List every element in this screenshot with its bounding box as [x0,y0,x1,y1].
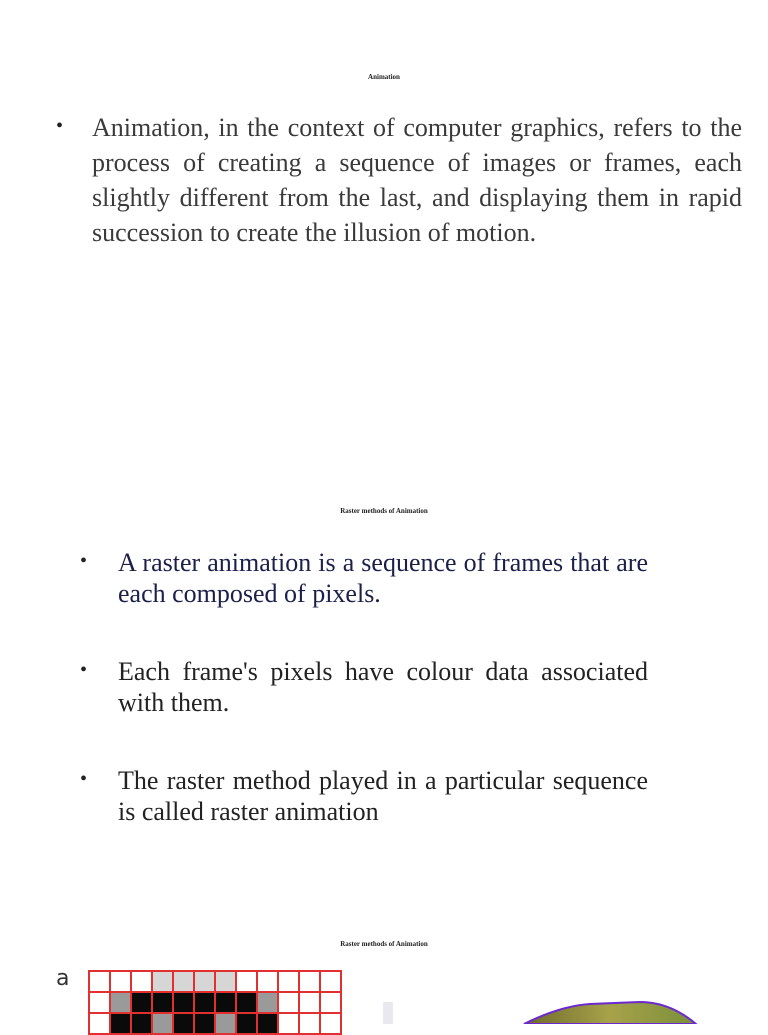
pixel-cell [111,1014,132,1035]
pixel-cell [237,972,258,993]
slide2-bullet-list [80,547,648,874]
pixel-cell [90,993,111,1014]
list-item [80,656,648,718]
pixel-cell [321,972,342,993]
figure-label: a [56,966,70,991]
shaded-shape-figure [520,996,700,1024]
pixel-cell [195,1014,216,1035]
pixel-cell [279,1014,300,1035]
bullet-icon: • [80,550,88,572]
bullet-text: A raster animation is a sequence of frames that are each composed of pixels. [118,548,648,608]
slide-title-animation: Animation [368,73,400,81]
pixel-cell [258,1014,279,1035]
pixel-cell [90,1014,111,1035]
bullet-text: Each frame's pixels have colour data associated with them. [118,657,648,717]
pixel-cell [111,993,132,1014]
slide1-bullet-list [56,110,742,250]
slide-title-raster-methods-2: Raster methods of Animation [340,940,428,948]
pixel-cell [153,972,174,993]
bullet-text: Animation, in the context of computer graphics, refers to the process of creating a sequence of images or frames, each slightly different from the last, and displaying them in rapid succession to create the illusion of motion. [92,113,742,247]
pixel-cell [174,993,195,1014]
pixel-cell [258,972,279,993]
bullet-icon: • [80,659,88,681]
pixel-cell [195,972,216,993]
pixel-cell [300,993,321,1014]
pixel-cell [321,1014,342,1035]
pixel-cell [90,972,111,993]
list-item [80,765,648,827]
pixel-cell [279,993,300,1014]
pixel-cell [174,1014,195,1035]
pixel-cell [132,1014,153,1035]
pixel-cell [279,972,300,993]
list-item [80,547,648,609]
pixel-cell [132,993,153,1014]
pixel-cell [216,972,237,993]
pixel-cell [153,993,174,1014]
pixel-grid-figure [88,970,342,1035]
bullet-icon: • [56,115,64,137]
pixel-cell [258,993,279,1014]
pixel-cell [300,1014,321,1035]
bullet-text: The raster method played in a particular sequence is called raster animation [118,766,648,826]
pixel-cell [216,993,237,1014]
slide-title-raster-methods: Raster methods of Animation [340,507,428,515]
figure-divider [383,1002,393,1024]
pixel-cell [300,972,321,993]
pixel-cell [237,993,258,1014]
pixel-cell [195,993,216,1014]
pixel-cell [153,1014,174,1035]
pixel-cell [132,972,153,993]
pixel-cell [111,972,132,993]
bullet-icon: • [80,768,88,790]
pixel-cell [174,972,195,993]
pixel-cell [216,1014,237,1035]
pixel-cell [237,1014,258,1035]
pixel-cell [321,993,342,1014]
list-item [56,110,742,250]
